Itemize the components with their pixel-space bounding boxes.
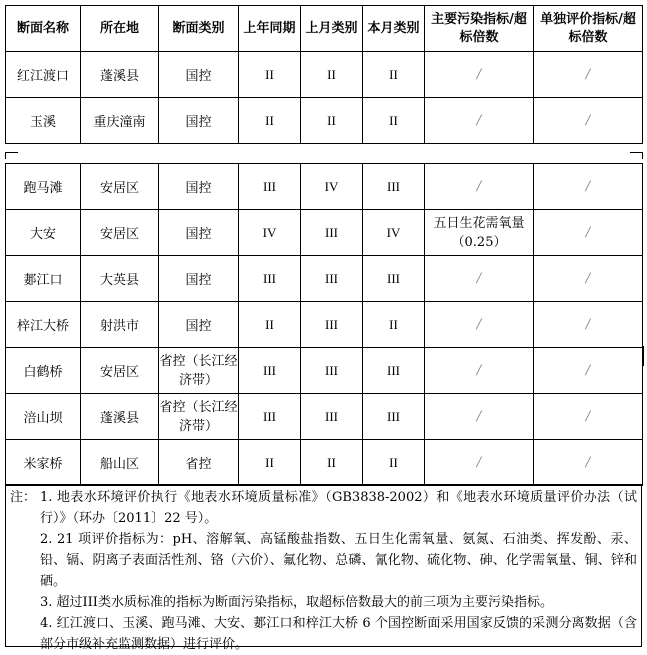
cell-location: 蓬溪县 xyxy=(81,394,159,440)
table-row xyxy=(6,98,643,144)
table-header-row xyxy=(6,6,643,52)
notes-prefix: 注： xyxy=(10,490,37,505)
cell-last-month: III xyxy=(301,348,363,394)
cell-name: 白鹤桥 xyxy=(6,348,81,394)
cell-location: 安居区 xyxy=(81,210,159,256)
header-category: 断面类别 xyxy=(159,6,239,52)
cell-name: 红江渡口 xyxy=(6,52,81,98)
cell-category: 国控 xyxy=(159,210,239,256)
cell-single-eval: / xyxy=(534,98,643,144)
cell-this-month: IV xyxy=(363,210,425,256)
cell-single-eval: / xyxy=(534,302,643,348)
cell-category: 省控 xyxy=(159,440,239,486)
cell-category: 国控 xyxy=(159,164,239,210)
water-quality-table-bottom xyxy=(5,163,643,486)
note-item xyxy=(10,613,637,655)
cell-name: 梓江大桥 xyxy=(6,302,81,348)
cell-main-pollutant: / xyxy=(425,348,534,394)
cell-this-month: II xyxy=(363,52,425,98)
cell-last-year: II xyxy=(239,98,301,144)
note-text: 2. 21 项评价指标为：pH、溶解氧、高锰酸盐指数、五日生化需氧量、氨氮、石油类、挥发酚、汞、铅、镉、阴离子表面活性剂、铬（六价）、氟化物、总磷、氰化物、硫化物、砷、化学需氧量、铜、锌和硒。 xyxy=(40,532,637,589)
cell-single-eval: / xyxy=(534,210,643,256)
cell-last-month: II xyxy=(301,98,363,144)
header-main-pollutant: 主要污染指标/超标倍数 xyxy=(425,6,534,52)
cell-main-pollutant: / xyxy=(425,256,534,302)
cell-category: 国控 xyxy=(159,52,239,98)
cell-name: 大安 xyxy=(6,210,81,256)
table-notes xyxy=(5,484,642,652)
table-row xyxy=(6,52,643,98)
cell-last-year: III xyxy=(239,348,301,394)
table-row xyxy=(6,348,643,394)
cell-this-month: III xyxy=(363,164,425,210)
table-row xyxy=(6,164,643,210)
cell-category: 国控 xyxy=(159,302,239,348)
table-row xyxy=(6,394,643,440)
cell-this-month: II xyxy=(363,98,425,144)
cell-name: 玉溪 xyxy=(6,98,81,144)
cell-name: 跑马滩 xyxy=(6,164,81,210)
cell-last-year: II xyxy=(239,440,301,486)
cell-single-eval: / xyxy=(534,440,643,486)
cell-this-month: III xyxy=(363,394,425,440)
cell-category: 国控 xyxy=(159,256,239,302)
cell-single-eval: / xyxy=(534,164,643,210)
cell-main-pollutant: / xyxy=(425,302,534,348)
cell-last-year: III xyxy=(239,164,301,210)
cell-last-month: III xyxy=(301,302,363,348)
cell-main-pollutant: / xyxy=(425,440,534,486)
cell-this-month: II xyxy=(363,440,425,486)
cell-name: 涪山坝 xyxy=(6,394,81,440)
cell-single-eval: / xyxy=(534,52,643,98)
cell-single-eval: / xyxy=(534,348,643,394)
cell-this-month: III xyxy=(363,256,425,302)
cell-category: 省控（长江经济带） xyxy=(159,348,239,394)
table-row xyxy=(6,440,643,486)
note-text: 1. 地表水环境评价执行《地表水环境质量标准》（GB3838-2002）和《地表水环境质量评价办法（试行）》（环办〔2011〕22 号）。 xyxy=(40,490,637,526)
note-item xyxy=(10,487,637,529)
cell-name: 郪江口 xyxy=(6,256,81,302)
cell-location: 船山区 xyxy=(81,440,159,486)
cell-category: 国控 xyxy=(159,98,239,144)
cell-last-year: II xyxy=(239,302,301,348)
cell-location: 蓬溪县 xyxy=(81,52,159,98)
header-last-month: 上月类别 xyxy=(301,6,363,52)
cell-last-month: II xyxy=(301,52,363,98)
cell-last-month: III xyxy=(301,210,363,256)
water-quality-table-top xyxy=(5,5,643,144)
cell-this-month: II xyxy=(363,302,425,348)
page-break-marker-right xyxy=(630,152,643,159)
cell-last-year: III xyxy=(239,394,301,440)
cell-location: 安居区 xyxy=(81,348,159,394)
header-last-year: 上年同期 xyxy=(239,6,301,52)
header-this-month: 本月类别 xyxy=(363,6,425,52)
header-single-eval: 单独评价指标/超标倍数 xyxy=(534,6,643,52)
note-text: 3. 超过III类水质标准的指标为断面污染指标，取超标倍数最大的前三项为主要污染指标。 xyxy=(40,595,553,610)
cell-location: 重庆潼南 xyxy=(81,98,159,144)
header-location: 所在地 xyxy=(81,6,159,52)
cell-last-month: III xyxy=(301,394,363,440)
cell-main-pollutant: / xyxy=(425,164,534,210)
cell-location: 大英县 xyxy=(81,256,159,302)
cell-main-pollutant: / xyxy=(425,98,534,144)
note-item xyxy=(10,529,637,592)
cell-this-month: III xyxy=(363,348,425,394)
cell-last-year: IV xyxy=(239,210,301,256)
table-row xyxy=(6,256,643,302)
cell-main-pollutant: / xyxy=(425,394,534,440)
cell-last-year: III xyxy=(239,256,301,302)
note-text: 4. 红江渡口、玉溪、跑马滩、大安、郪江口和梓江大桥 6 个国控断面采用国家反馈的采测分离数据（含部分市级补充监测数据）进行评价。 xyxy=(40,616,637,652)
header-name: 断面名称 xyxy=(6,6,81,52)
note-item xyxy=(10,592,637,613)
page-break-marker-left xyxy=(5,152,18,159)
cell-single-eval: / xyxy=(534,256,643,302)
cell-main-pollutant: / xyxy=(425,52,534,98)
cell-location: 射洪市 xyxy=(81,302,159,348)
text-cursor xyxy=(642,346,644,366)
table-row xyxy=(6,302,643,348)
cell-main-pollutant: 五日生花需氧量（0.25） xyxy=(425,210,534,256)
cell-last-month: III xyxy=(301,256,363,302)
table-row xyxy=(6,210,643,256)
cell-name: 米家桥 xyxy=(6,440,81,486)
cell-last-month: IV xyxy=(301,164,363,210)
cell-last-month: II xyxy=(301,440,363,486)
cell-category: 省控（长江经济带） xyxy=(159,394,239,440)
cell-location: 安居区 xyxy=(81,164,159,210)
cell-last-year: II xyxy=(239,52,301,98)
cell-single-eval: / xyxy=(534,394,643,440)
